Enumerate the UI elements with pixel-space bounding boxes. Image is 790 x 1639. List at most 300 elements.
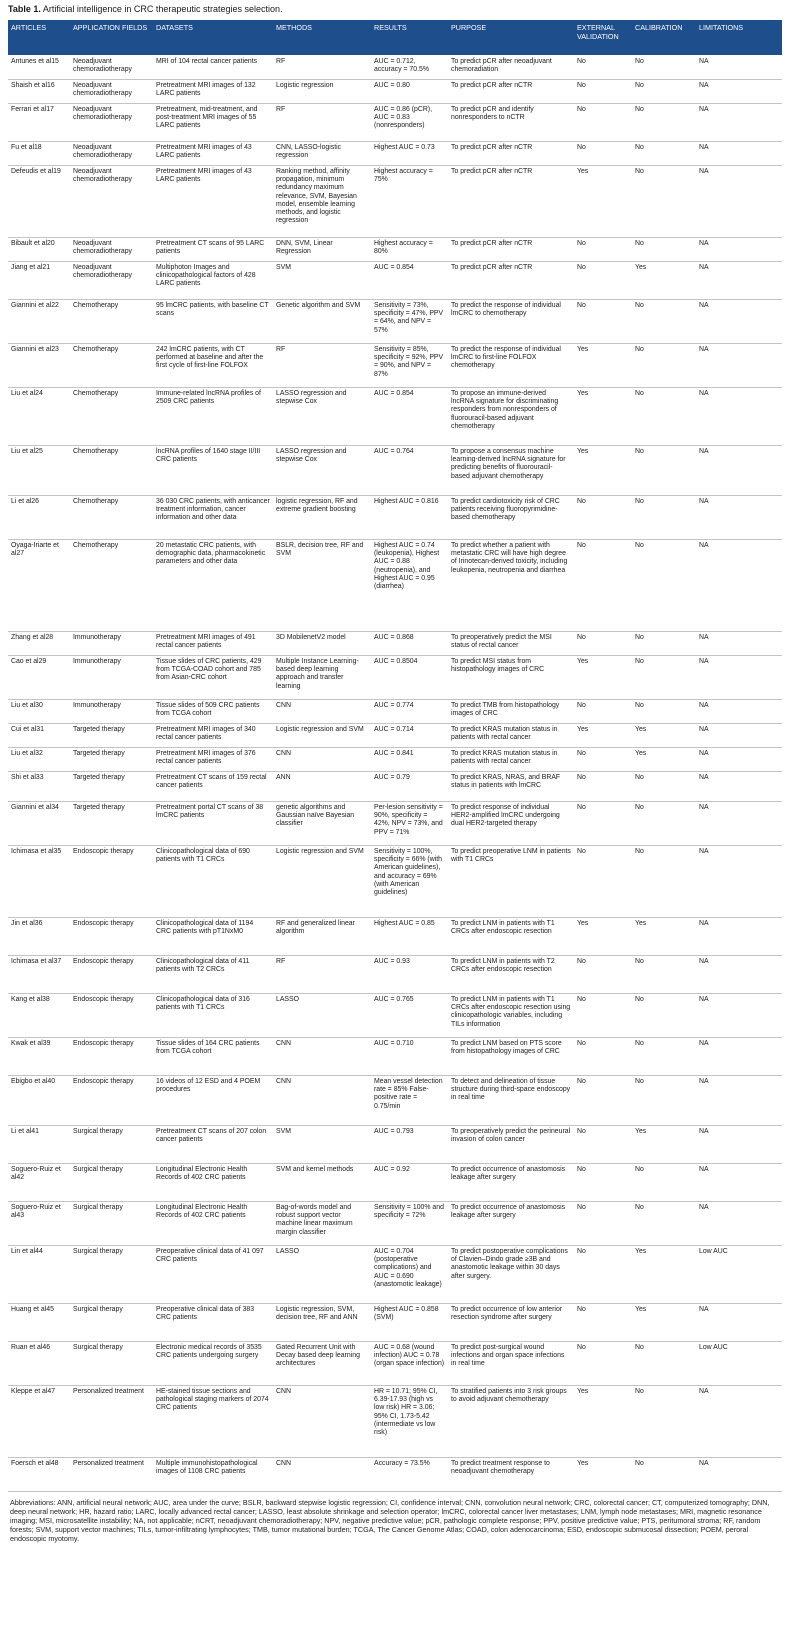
external-validation-cell: Yes bbox=[574, 387, 632, 445]
external-validation-cell: No bbox=[574, 141, 632, 165]
application-field-cell: Endoscopic therapy bbox=[70, 993, 153, 1037]
method-cell: LASSO bbox=[273, 993, 371, 1037]
dataset-cell: Pretreatment MRI images of 43 LARC patients bbox=[153, 165, 273, 237]
limitations-cell: NA bbox=[696, 801, 782, 845]
method-cell: BSLR, decision tree, RF and SVM bbox=[273, 539, 371, 631]
method-cell: SVM bbox=[273, 1125, 371, 1163]
dataset-cell: MRI of 104 rectal cancer patients bbox=[153, 55, 273, 79]
calibration-cell: No bbox=[632, 343, 696, 387]
table-caption-label: Table 1. bbox=[8, 4, 41, 14]
article-cell: Foersch et al48 bbox=[8, 1457, 70, 1491]
result-cell: AUC = 0.93 bbox=[371, 955, 448, 993]
calibration-cell: No bbox=[632, 1201, 696, 1245]
article-cell: Kang et al38 bbox=[8, 993, 70, 1037]
article-cell: Kleppe et al47 bbox=[8, 1385, 70, 1457]
limitations-cell: NA bbox=[696, 445, 782, 495]
purpose-cell: To predict the response of individual lmCRC to first-line FOLFOX chemotherapy bbox=[448, 343, 574, 387]
table-row bbox=[8, 845, 782, 917]
method-cell: 3D MobilenetV2 model bbox=[273, 631, 371, 655]
table-row bbox=[8, 103, 782, 141]
calibration-cell: Yes bbox=[632, 1125, 696, 1163]
method-cell: RF bbox=[273, 343, 371, 387]
purpose-cell: To predict response of individual HER2-amplified lmCRC undergoing dual HER2-targeted therapy bbox=[448, 801, 574, 845]
result-cell: Sensitivity = 100%, specificity = 66% (with American guidelines), and accuracy = 69% (with American guidelines) bbox=[371, 845, 448, 917]
result-cell: AUC = 0.764 bbox=[371, 445, 448, 495]
method-cell: Bag-of-words model and robust support vector machine linear maximum margin classifier bbox=[273, 1201, 371, 1245]
purpose-cell: To predict MSI status from histopathology images of CRC bbox=[448, 655, 574, 699]
limitations-cell: NA bbox=[696, 299, 782, 343]
dataset-cell: Longitudinal Electronic Health Records of 402 CRC patients bbox=[153, 1201, 273, 1245]
method-cell: Logistic regression and SVM bbox=[273, 845, 371, 917]
method-cell: DNN, SVM, Linear Regression bbox=[273, 237, 371, 261]
calibration-cell: No bbox=[632, 103, 696, 141]
limitations-cell: NA bbox=[696, 1457, 782, 1491]
purpose-cell: To predict KRAS mutation status in patients with rectal cancer bbox=[448, 747, 574, 771]
limitations-cell: NA bbox=[696, 261, 782, 299]
purpose-cell: To predict cardiotoxicity risk of CRC patients receiving fluoropyrimidine-based chemotherapy bbox=[448, 495, 574, 539]
purpose-cell: To predict pCR after nCTR bbox=[448, 79, 574, 103]
header-calibration: CALIBRATION bbox=[632, 20, 696, 55]
external-validation-cell: No bbox=[574, 1163, 632, 1201]
article-cell: Giannini et al23 bbox=[8, 343, 70, 387]
purpose-cell: To predict occurrence of anastomosis leakage after surgery bbox=[448, 1201, 574, 1245]
calibration-cell: No bbox=[632, 55, 696, 79]
method-cell: RF bbox=[273, 955, 371, 993]
application-field-cell: Neoadjuvant chemoradiotherapy bbox=[70, 55, 153, 79]
method-cell: Ranking method, affinity propagation, minimum redundancy maximum relevance, SVM, Bayesian model, ensemble learning methods, and logistic regression bbox=[273, 165, 371, 237]
table-row bbox=[8, 1457, 782, 1491]
article-cell: Ichimasa et al35 bbox=[8, 845, 70, 917]
calibration-cell: Yes bbox=[632, 261, 696, 299]
limitations-cell: NA bbox=[696, 55, 782, 79]
purpose-cell: To predict postoperative complications of Clavien–Dindo grade ≥3B and anastomotic leakage within 30 days after surgery. bbox=[448, 1245, 574, 1303]
dataset-cell: Pretreatment MRI images of 340 rectal cancer patients bbox=[153, 723, 273, 747]
method-cell: SVM bbox=[273, 261, 371, 299]
table-row bbox=[8, 387, 782, 445]
limitations-cell: NA bbox=[696, 237, 782, 261]
article-cell: Fu et al18 bbox=[8, 141, 70, 165]
application-field-cell: Chemotherapy bbox=[70, 387, 153, 445]
result-cell: AUC = 0.854 bbox=[371, 387, 448, 445]
limitations-cell: NA bbox=[696, 343, 782, 387]
dataset-cell: Tissue slides of 509 CRC patients from TCGA cohort bbox=[153, 699, 273, 723]
application-field-cell: Surgical therapy bbox=[70, 1245, 153, 1303]
external-validation-cell: No bbox=[574, 1037, 632, 1075]
dataset-cell: Clinicopathological data of 411 patients with T2 CRCs bbox=[153, 955, 273, 993]
external-validation-cell: Yes bbox=[574, 445, 632, 495]
method-cell: Genetic algorithm and SVM bbox=[273, 299, 371, 343]
article-cell: Jin et al36 bbox=[8, 917, 70, 955]
calibration-cell: No bbox=[632, 495, 696, 539]
result-cell: AUC = 0.774 bbox=[371, 699, 448, 723]
dataset-cell: HE-stained tissue sections and pathological staging markers of 2074 CRC patients bbox=[153, 1385, 273, 1457]
external-validation-cell: No bbox=[574, 1341, 632, 1385]
dataset-cell: Clinicopathological data of 316 patients with T1 CRCs bbox=[153, 993, 273, 1037]
dataset-cell: Tissue slides of CRC patients, 429 from TCGA-COAD cohort and 785 from Asian-CRC cohort bbox=[153, 655, 273, 699]
table-row bbox=[8, 723, 782, 747]
article-cell: Liu et al24 bbox=[8, 387, 70, 445]
dataset-cell: 95 lmCRC patients, with baseline CT scans bbox=[153, 299, 273, 343]
application-field-cell: Targeted therapy bbox=[70, 801, 153, 845]
result-cell: AUC = 0.86 (pCR), AUC = 0.83 (nonresponders) bbox=[371, 103, 448, 141]
result-cell: AUC = 0.868 bbox=[371, 631, 448, 655]
purpose-cell: To predict LNM in patients with T2 CRCs after endoscopic resection bbox=[448, 955, 574, 993]
application-field-cell: Chemotherapy bbox=[70, 299, 153, 343]
method-cell: CNN, LASSO-logistic regression bbox=[273, 141, 371, 165]
external-validation-cell: Yes bbox=[574, 343, 632, 387]
method-cell: LASSO bbox=[273, 1245, 371, 1303]
table-row bbox=[8, 299, 782, 343]
calibration-cell: No bbox=[632, 699, 696, 723]
method-cell: logistic regression, RF and extreme gradient boosting bbox=[273, 495, 371, 539]
external-validation-cell: Yes bbox=[574, 1385, 632, 1457]
method-cell: CNN bbox=[273, 1037, 371, 1075]
table-row bbox=[8, 55, 782, 79]
article-cell: Li et al41 bbox=[8, 1125, 70, 1163]
application-field-cell: Neoadjuvant chemoradiotherapy bbox=[70, 79, 153, 103]
result-cell: AUC = 0.8504 bbox=[371, 655, 448, 699]
purpose-cell: To predict treatment response to neoadjuvant chemotherapy bbox=[448, 1457, 574, 1491]
article-cell: Defeudis et al19 bbox=[8, 165, 70, 237]
purpose-cell: To preoperatively predict the MSI status of rectal cancer bbox=[448, 631, 574, 655]
article-cell: Li et al26 bbox=[8, 495, 70, 539]
application-field-cell: Immunotherapy bbox=[70, 655, 153, 699]
table-row bbox=[8, 495, 782, 539]
application-field-cell: Surgical therapy bbox=[70, 1163, 153, 1201]
table-row bbox=[8, 237, 782, 261]
calibration-cell: No bbox=[632, 445, 696, 495]
article-cell: Shi et al33 bbox=[8, 771, 70, 801]
external-validation-cell: Yes bbox=[574, 1457, 632, 1491]
calibration-cell: Yes bbox=[632, 917, 696, 955]
purpose-cell: To propose a consensus machine learning-derived lncRNA signature for predicting benefits of fluorouracil-based adjuvant chemotherapy bbox=[448, 445, 574, 495]
application-field-cell: Chemotherapy bbox=[70, 539, 153, 631]
dataset-cell: Pretreatment CT scans of 159 rectal cancer patients bbox=[153, 771, 273, 801]
method-cell: CNN bbox=[273, 1457, 371, 1491]
dataset-cell: Pretreatment portal CT scans of 38 lmCRC patients bbox=[153, 801, 273, 845]
limitations-cell: NA bbox=[696, 1201, 782, 1245]
result-cell: Sensitivity = 73%, specificity = 47%, PPV = 64%, and NPV = 57% bbox=[371, 299, 448, 343]
article-cell: Oyaga-Iriarte et al27 bbox=[8, 539, 70, 631]
result-cell: AUC = 0.793 bbox=[371, 1125, 448, 1163]
table-row bbox=[8, 79, 782, 103]
purpose-cell: To predict pCR after neoadjuvant chemoradiation bbox=[448, 55, 574, 79]
external-validation-cell: No bbox=[574, 261, 632, 299]
external-validation-cell: No bbox=[574, 1245, 632, 1303]
table-row bbox=[8, 1245, 782, 1303]
application-field-cell: Surgical therapy bbox=[70, 1201, 153, 1245]
article-cell: Kwak et al39 bbox=[8, 1037, 70, 1075]
external-validation-cell: No bbox=[574, 1303, 632, 1341]
calibration-cell: No bbox=[632, 771, 696, 801]
application-field-cell: Chemotherapy bbox=[70, 445, 153, 495]
result-cell: Highest AUC = 0.858 (SVM) bbox=[371, 1303, 448, 1341]
article-cell: Liu et al30 bbox=[8, 699, 70, 723]
table-row bbox=[8, 165, 782, 237]
article-cell: Huang et al45 bbox=[8, 1303, 70, 1341]
table-row bbox=[8, 747, 782, 771]
dataset-cell: Immune-related lncRNA profiles of 2509 CRC patients bbox=[153, 387, 273, 445]
table-row bbox=[8, 801, 782, 845]
calibration-cell: No bbox=[632, 79, 696, 103]
dataset-cell: Pretreatment, mid-treatment, and post-treatment MRI images of 55 LARC patients bbox=[153, 103, 273, 141]
dataset-cell: Clinicopathological data of 1194 CRC patients with pT1NxM0 bbox=[153, 917, 273, 955]
external-validation-cell: No bbox=[574, 771, 632, 801]
calibration-cell: No bbox=[632, 993, 696, 1037]
table-row bbox=[8, 539, 782, 631]
table-caption bbox=[8, 4, 782, 14]
limitations-cell: NA bbox=[696, 1075, 782, 1125]
limitations-cell: NA bbox=[696, 747, 782, 771]
result-cell: Highest AUC = 0.74 (leukopenia), Highest AUC = 0.88 (neutropenia), and Highest AUC = 0.95 (diarrhea) bbox=[371, 539, 448, 631]
method-cell: CNN bbox=[273, 699, 371, 723]
external-validation-cell: No bbox=[574, 1201, 632, 1245]
application-field-cell: Personalized treatment bbox=[70, 1457, 153, 1491]
article-cell: Shaish et al16 bbox=[8, 79, 70, 103]
dataset-cell: Preoperative clinical data of 41 097 CRC patients bbox=[153, 1245, 273, 1303]
application-field-cell: Neoadjuvant chemoradiotherapy bbox=[70, 237, 153, 261]
method-cell: genetic algorithms and Gaussian naïve Bayesian classifier bbox=[273, 801, 371, 845]
external-validation-cell: No bbox=[574, 801, 632, 845]
application-field-cell: Chemotherapy bbox=[70, 343, 153, 387]
external-validation-cell: No bbox=[574, 79, 632, 103]
purpose-cell: To predict pCR after nCTR bbox=[448, 261, 574, 299]
dataset-cell: Longitudinal Electronic Health Records of 402 CRC patients bbox=[153, 1163, 273, 1201]
external-validation-cell: No bbox=[574, 299, 632, 343]
article-cell: Soguero-Ruiz et al42 bbox=[8, 1163, 70, 1201]
calibration-cell: No bbox=[632, 1163, 696, 1201]
application-field-cell: Surgical therapy bbox=[70, 1125, 153, 1163]
method-cell: CNN bbox=[273, 1385, 371, 1457]
calibration-cell: No bbox=[632, 299, 696, 343]
header-datasets: DATASETS bbox=[153, 20, 273, 55]
dataset-cell: Pretreatment CT scans of 95 LARC patients bbox=[153, 237, 273, 261]
header-purpose: PURPOSE bbox=[448, 20, 574, 55]
dataset-cell: Pretreatment MRI images of 43 LARC patients bbox=[153, 141, 273, 165]
article-cell: Ebigbo et al40 bbox=[8, 1075, 70, 1125]
limitations-cell: NA bbox=[696, 1163, 782, 1201]
table-body bbox=[8, 55, 782, 1491]
limitations-cell: NA bbox=[696, 955, 782, 993]
result-cell: AUC = 0.714 bbox=[371, 723, 448, 747]
application-field-cell: Neoadjuvant chemoradiotherapy bbox=[70, 261, 153, 299]
application-field-cell: Targeted therapy bbox=[70, 771, 153, 801]
method-cell: SVM and kernel methods bbox=[273, 1163, 371, 1201]
calibration-cell: No bbox=[632, 1457, 696, 1491]
calibration-cell: Yes bbox=[632, 1303, 696, 1341]
dataset-cell: Multiple immunohistopathological images of 1108 CRC patients bbox=[153, 1457, 273, 1491]
strategies-table bbox=[8, 20, 782, 1492]
table-row bbox=[8, 1163, 782, 1201]
purpose-cell: To predict pCR and identify nonresponders to nCTR bbox=[448, 103, 574, 141]
calibration-cell: No bbox=[632, 539, 696, 631]
article-cell: Lin et al44 bbox=[8, 1245, 70, 1303]
dataset-cell: 36 030 CRC patients, with anticancer treatment information, cancer information and other data bbox=[153, 495, 273, 539]
limitations-cell: NA bbox=[696, 79, 782, 103]
table-header bbox=[8, 20, 782, 55]
purpose-cell: To predict the response of individual lmCRC to chemotherapy bbox=[448, 299, 574, 343]
header-application-fields: APPLICATION FIELDS bbox=[70, 20, 153, 55]
result-cell: Accuracy = 73.5% bbox=[371, 1457, 448, 1491]
method-cell: Logistic regression bbox=[273, 79, 371, 103]
dataset-cell: Pretreatment MRI images of 491 rectal cancer patients bbox=[153, 631, 273, 655]
calibration-cell: No bbox=[632, 387, 696, 445]
external-validation-cell: No bbox=[574, 631, 632, 655]
application-field-cell: Endoscopic therapy bbox=[70, 1075, 153, 1125]
calibration-cell: No bbox=[632, 1385, 696, 1457]
external-validation-cell: Yes bbox=[574, 655, 632, 699]
table-row bbox=[8, 771, 782, 801]
limitations-cell: NA bbox=[696, 655, 782, 699]
dataset-cell: Electronic medical records of 3535 CRC patients undergoing surgery bbox=[153, 1341, 273, 1385]
result-cell: AUC = 0.710 bbox=[371, 1037, 448, 1075]
table-row bbox=[8, 1201, 782, 1245]
table-row bbox=[8, 917, 782, 955]
article-cell: Jiang et al21 bbox=[8, 261, 70, 299]
application-field-cell: Surgical therapy bbox=[70, 1303, 153, 1341]
external-validation-cell: No bbox=[574, 237, 632, 261]
limitations-cell: NA bbox=[696, 1303, 782, 1341]
limitations-cell: NA bbox=[696, 993, 782, 1037]
dataset-cell: Pretreatment MRI images of 376 rectal cancer patients bbox=[153, 747, 273, 771]
external-validation-cell: No bbox=[574, 539, 632, 631]
article-cell: Ruan et al46 bbox=[8, 1341, 70, 1385]
article-cell: Liu et al25 bbox=[8, 445, 70, 495]
method-cell: CNN bbox=[273, 1075, 371, 1125]
calibration-cell: No bbox=[632, 845, 696, 917]
limitations-cell: NA bbox=[696, 165, 782, 237]
limitations-cell: NA bbox=[696, 845, 782, 917]
calibration-cell: No bbox=[632, 237, 696, 261]
dataset-cell: lncRNA profiles of 1640 stage II/III CRC patients bbox=[153, 445, 273, 495]
dataset-cell: Clinicopathological data of 690 patients with T1 CRCs bbox=[153, 845, 273, 917]
external-validation-cell: No bbox=[574, 495, 632, 539]
article-cell: Soguero-Ruiz et al43 bbox=[8, 1201, 70, 1245]
header-limitations: LIMITATIONS bbox=[696, 20, 782, 55]
result-cell: Highest AUC = 0.816 bbox=[371, 495, 448, 539]
result-cell: AUC = 0.68 (wound infection) AUC = 0.78 (organ space infection) bbox=[371, 1341, 448, 1385]
limitations-cell: NA bbox=[696, 141, 782, 165]
calibration-cell: No bbox=[632, 141, 696, 165]
limitations-cell: Low AUC bbox=[696, 1245, 782, 1303]
purpose-cell: To predict KRAS, NRAS, and BRAF status in patients with lmCRC bbox=[448, 771, 574, 801]
purpose-cell: To predict preoperative LNM in patients with T1 CRCs bbox=[448, 845, 574, 917]
calibration-cell: No bbox=[632, 801, 696, 845]
method-cell: Logistic regression, SVM, decision tree, RF and ANN bbox=[273, 1303, 371, 1341]
application-field-cell: Personalized treatment bbox=[70, 1385, 153, 1457]
external-validation-cell: No bbox=[574, 993, 632, 1037]
limitations-cell: NA bbox=[696, 771, 782, 801]
result-cell: HR = 10.71; 95% CI, 6.39-17.93 (high vs low risk) HR = 3.06; 95% CI, 1.73-5.42 (intermediate vs low risk) bbox=[371, 1385, 448, 1457]
application-field-cell: Endoscopic therapy bbox=[70, 845, 153, 917]
table-row bbox=[8, 1037, 782, 1075]
method-cell: ANN bbox=[273, 771, 371, 801]
table-row bbox=[8, 631, 782, 655]
article-cell: Cui et al31 bbox=[8, 723, 70, 747]
article-cell: Giannini et al22 bbox=[8, 299, 70, 343]
limitations-cell: NA bbox=[696, 495, 782, 539]
table-row bbox=[8, 1125, 782, 1163]
application-field-cell: Surgical therapy bbox=[70, 1341, 153, 1385]
table-row bbox=[8, 699, 782, 723]
limitations-cell: NA bbox=[696, 387, 782, 445]
purpose-cell: To detect and delineation of tissue structure during third-space endoscopy in real time bbox=[448, 1075, 574, 1125]
application-field-cell: Neoadjuvant chemoradiotherapy bbox=[70, 103, 153, 141]
table-row bbox=[8, 445, 782, 495]
application-field-cell: Endoscopic therapy bbox=[70, 955, 153, 993]
purpose-cell: To preoperatively predict the perineural invasion of colon cancer bbox=[448, 1125, 574, 1163]
purpose-cell: To stratified patients into 3 risk groups to avoid adjuvant chemotherapy bbox=[448, 1385, 574, 1457]
external-validation-cell: No bbox=[574, 55, 632, 79]
method-cell: Multiple Instance Learning-based deep learning approach and transfer learning bbox=[273, 655, 371, 699]
external-validation-cell: No bbox=[574, 1075, 632, 1125]
application-field-cell: Endoscopic therapy bbox=[70, 917, 153, 955]
purpose-cell: To predict occurrence of anastomosis leakage after surgery bbox=[448, 1163, 574, 1201]
calibration-cell: No bbox=[632, 631, 696, 655]
table-row bbox=[8, 261, 782, 299]
purpose-cell: To predict pCR after nCTR bbox=[448, 165, 574, 237]
result-cell: Highest accuracy = 75% bbox=[371, 165, 448, 237]
purpose-cell: To predict pCR after nCTR bbox=[448, 141, 574, 165]
article-cell: Bibault et al20 bbox=[8, 237, 70, 261]
limitations-cell: NA bbox=[696, 1385, 782, 1457]
external-validation-cell: No bbox=[574, 845, 632, 917]
table-row bbox=[8, 1075, 782, 1125]
application-field-cell: Chemotherapy bbox=[70, 495, 153, 539]
dataset-cell: Pretreatment MRI images of 132 LARC patients bbox=[153, 79, 273, 103]
method-cell: RF bbox=[273, 103, 371, 141]
result-cell: Per-lesion sensitivity = 90%, specificity = 42%, NPV = 73%, and PPV = 71% bbox=[371, 801, 448, 845]
dataset-cell: 20 metastatic CRC patients, with demographic data, pharmacokinetic parameters and other data bbox=[153, 539, 273, 631]
purpose-cell: To predict TMB from histopathology images of CRC bbox=[448, 699, 574, 723]
result-cell: AUC = 0.80 bbox=[371, 79, 448, 103]
external-validation-cell: No bbox=[574, 747, 632, 771]
article-cell: Cao et al29 bbox=[8, 655, 70, 699]
result-cell: Highest accuracy = 80% bbox=[371, 237, 448, 261]
result-cell: Sensitivity = 85%, specificity = 92%, PPV = 90%, and NPV = 87% bbox=[371, 343, 448, 387]
calibration-cell: Yes bbox=[632, 723, 696, 747]
table-row bbox=[8, 655, 782, 699]
table-row bbox=[8, 955, 782, 993]
result-cell: Mean vessel detection rate = 85% False-positive rate = 0.75/min bbox=[371, 1075, 448, 1125]
external-validation-cell: No bbox=[574, 103, 632, 141]
external-validation-cell: Yes bbox=[574, 723, 632, 747]
external-validation-cell: Yes bbox=[574, 917, 632, 955]
dataset-cell: Multiphoton Images and clinicopathological factors of 428 LARC patients bbox=[153, 261, 273, 299]
limitations-cell: NA bbox=[696, 631, 782, 655]
header-results: RESULTS bbox=[371, 20, 448, 55]
result-cell: AUC = 0.765 bbox=[371, 993, 448, 1037]
limitations-cell: NA bbox=[696, 539, 782, 631]
result-cell: Highest AUC = 0.85 bbox=[371, 917, 448, 955]
method-cell: Gated Recurrent Unit with Decay based deep learning architectures bbox=[273, 1341, 371, 1385]
application-field-cell: Targeted therapy bbox=[70, 723, 153, 747]
calibration-cell: No bbox=[632, 955, 696, 993]
article-cell: Zhang et al28 bbox=[8, 631, 70, 655]
limitations-cell: NA bbox=[696, 699, 782, 723]
limitations-cell: NA bbox=[696, 723, 782, 747]
result-cell: AUC = 0.704 (postoperative complications) and AUC = 0.690 (anastomotic leakage) bbox=[371, 1245, 448, 1303]
external-validation-cell: No bbox=[574, 955, 632, 993]
limitations-cell: NA bbox=[696, 103, 782, 141]
purpose-cell: To predict LNM in patients with T1 CRCs after endoscopic resection bbox=[448, 917, 574, 955]
dataset-cell: 242 lmCRC patients, with CT performed at baseline and after the first cycle of first-line FOLFOX bbox=[153, 343, 273, 387]
table-caption-text: Artificial intelligence in CRC therapeutic strategies selection. bbox=[42, 4, 283, 14]
purpose-cell: To predict KRAS mutation status in patients with rectal cancer bbox=[448, 723, 574, 747]
limitations-cell: Low AUC bbox=[696, 1341, 782, 1385]
purpose-cell: To predict LNM based on PTS score from histopathology images of CRC bbox=[448, 1037, 574, 1075]
result-cell: Highest AUC = 0.73 bbox=[371, 141, 448, 165]
